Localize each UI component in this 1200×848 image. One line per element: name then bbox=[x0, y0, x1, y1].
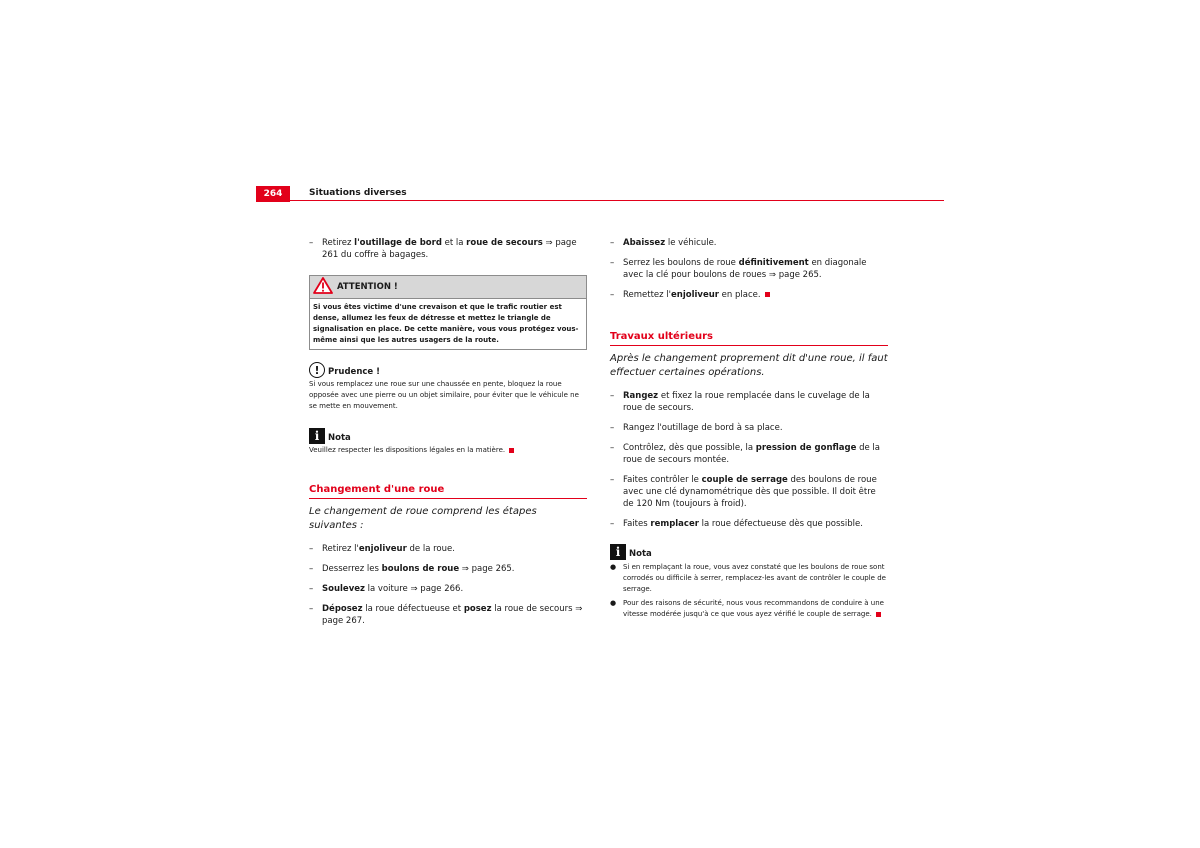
warning-box bbox=[309, 275, 587, 350]
list-item: – Retirez l'enjoliveur de la roue. bbox=[309, 544, 455, 554]
info-icon: i bbox=[309, 428, 325, 444]
caution-text: Si vous remplacez une roue sur une chaussée en pente, bloquez la roue opposée avec une pierre ou un objet similaire, pour éviter que le véhicule ne se mette en mouvement. bbox=[309, 380, 579, 410]
right-column bbox=[610, 237, 888, 623]
caution-block bbox=[309, 362, 587, 412]
list-item: – Retirez l'outillage de bord et la roue de secours ⇒ page 261 du coffre à bagages. bbox=[309, 238, 577, 260]
list-item: ● Si en remplaçant la roue, vous avez constaté que les boulons de roue sont corrodés ou difficile à serrer, remplacez-les avant de contrôler le couple de serrage. bbox=[610, 563, 886, 593]
list-item: – Serrez les boulons de roue définitivement en diagonale avec la clé pour boulons de roues ⇒ page 265. bbox=[610, 258, 867, 280]
list-item: – Remettez l'enjoliveur en place. bbox=[610, 289, 888, 301]
note-block bbox=[309, 428, 587, 456]
warning-label: ATTENTION ! bbox=[337, 282, 398, 292]
end-of-section-mark bbox=[509, 448, 514, 453]
exclamation-circle-icon: ! bbox=[309, 362, 325, 378]
list-item: – Faites remplacer la roue défectueuse dès que possible. bbox=[610, 519, 863, 529]
warning-text: Si vous êtes victime d'une crevaison et que le trafic routier est dense, allumez les feux de détresse et mettez le triangle de signalisation en place. De cette manière, vous vous protégez vous-même ainsi que les autres usagers de la route. bbox=[313, 303, 579, 344]
running-header-title: Situations diverses bbox=[309, 188, 407, 198]
list-item: – Contrôlez, dès que possible, la pression de gonflage de la roue de secours montée. bbox=[610, 443, 880, 465]
left-column bbox=[309, 237, 587, 635]
list-item: – Soulevez la voiture ⇒ page 266. bbox=[309, 584, 464, 594]
header-rule bbox=[256, 200, 944, 201]
end-of-section-mark bbox=[876, 612, 881, 617]
note-label: Nota bbox=[328, 433, 351, 443]
section-title: Changement d'une roue bbox=[309, 484, 587, 499]
list-item: – Desserrez les boulons de roue ⇒ page 265. bbox=[309, 564, 515, 574]
page-number: 264 bbox=[256, 186, 290, 202]
list-item: – Déposez la roue défectueuse et posez la roue de secours ⇒ page 267. bbox=[309, 604, 583, 626]
section-intro: Après le changement proprement dit d'une roue, il faut effectuer certaines opérations. bbox=[610, 353, 888, 378]
list-item: – Abaissez le véhicule. bbox=[610, 238, 717, 248]
list-item: ● Pour des raisons de sécurité, nous vous recommandons de conduire à une vitesse modérée jusqu'à ce que vous ayez vérifié le couple de serrage. bbox=[610, 599, 884, 618]
note-text: Veuillez respecter les dispositions légales en la matière. bbox=[309, 445, 587, 456]
info-icon: i bbox=[610, 544, 626, 560]
list-item: – Rangez et fixez la roue remplacée dans le cuvelage de la roue de secours. bbox=[610, 391, 870, 413]
note-block bbox=[610, 544, 888, 620]
note-label: Nota bbox=[629, 549, 652, 559]
caution-label: Prudence ! bbox=[328, 367, 381, 377]
list-item: – Rangez l'outillage de bord à sa place. bbox=[610, 423, 783, 433]
section-title: Travaux ultérieurs bbox=[610, 331, 888, 346]
section-intro: Le changement de roue comprend les étapes suivantes : bbox=[309, 506, 537, 531]
warning-header bbox=[310, 276, 586, 299]
end-of-section-mark bbox=[765, 292, 770, 297]
warning-triangle-icon bbox=[313, 277, 333, 298]
list-item: – Faites contrôler le couple de serrage des boulons de roue avec une clé dynamométrique dès que possible. Il doit être de 120 Nm (toujours à froid). bbox=[610, 475, 877, 509]
